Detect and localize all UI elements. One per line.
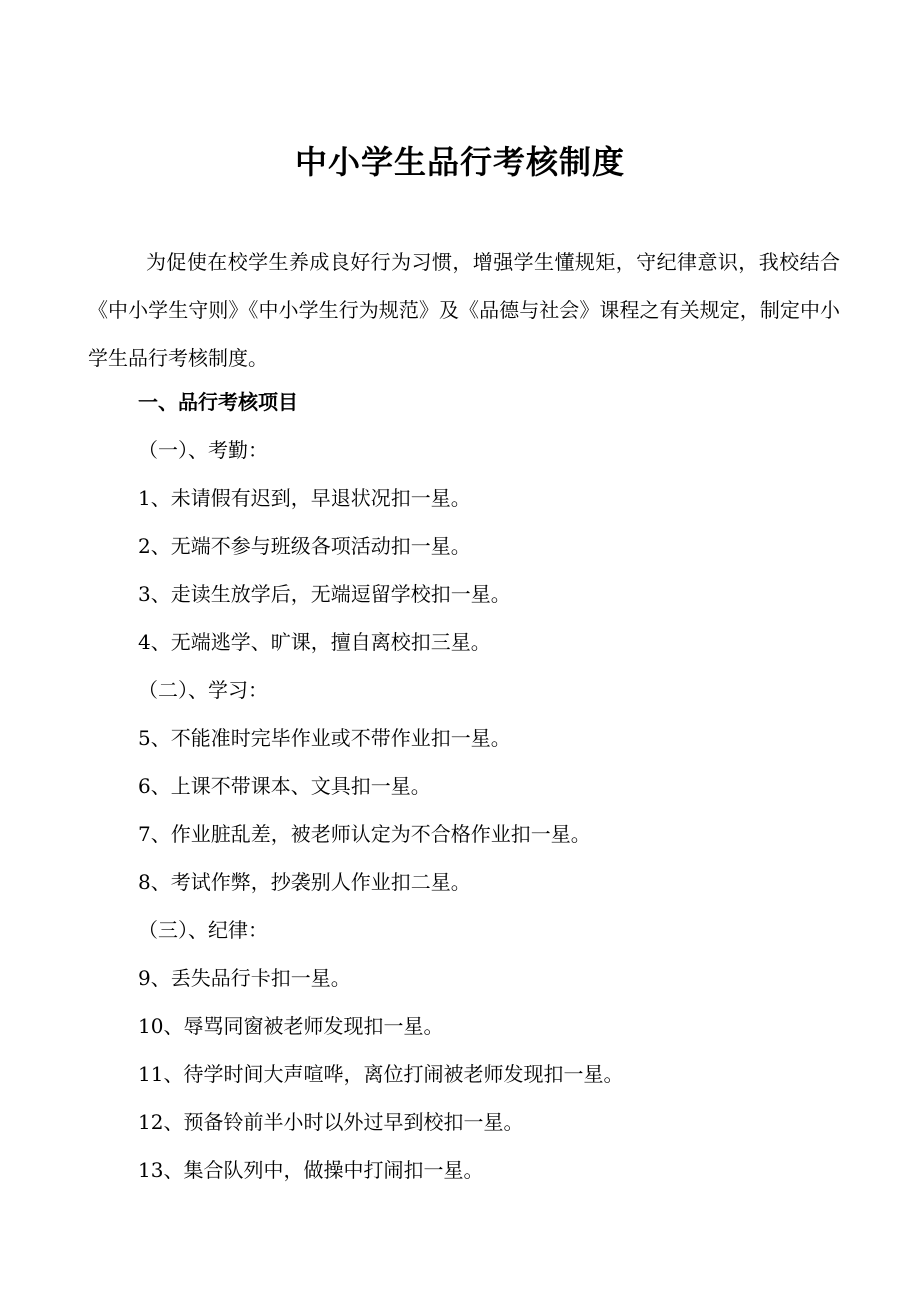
- rule-item: 10、辱骂同窗被老师发现扣一星。: [138, 1014, 444, 1038]
- subsection-discipline: （三）、纪律：: [138, 918, 268, 942]
- rule-item: 12、预备铃前半小时以外过早到校扣一星。: [138, 1110, 524, 1134]
- rule-item: 1、未请假有迟到，早退状况扣一星。: [138, 486, 471, 510]
- intro-paragraph: 为促使在校学生养成良好行为习惯，增强学生懂规矩，守纪律意识，我校结合《中小学生守则》《中小学生行为规范》及《品德与社会》课程之有关规定，制定中小学生品行考核制度。: [88, 250, 840, 370]
- rule-item: 5、不能准时完毕作业或不带作业扣一星。: [138, 726, 511, 750]
- rule-item: 9、丢失品行卡扣一星。: [138, 966, 351, 990]
- rule-item: 13、集合队列中，做操中打闹扣一星。: [138, 1158, 484, 1182]
- subsection-study: （二）、学习：: [138, 678, 268, 702]
- rule-item: 8、考试作弊，抄袭别人作业扣二星。: [138, 870, 471, 894]
- rule-item: 11、待学时间大声喧哗，离位打闹被老师发现扣一星。: [138, 1062, 624, 1086]
- rule-item: 7、作业脏乱差，被老师认定为不合格作业扣一星。: [138, 822, 591, 846]
- rule-item: 4、无端逃学、旷课，擅自离校扣三星。: [138, 630, 491, 654]
- rule-item: 2、无端不参与班级各项活动扣一星。: [138, 534, 471, 558]
- section-heading: 一、品行考核项目: [138, 390, 298, 414]
- rule-item: 3、走读生放学后，无端逗留学校扣一星。: [138, 582, 511, 606]
- rule-item: 6、上课不带课本、文具扣一星。: [138, 774, 431, 798]
- document-title: 中小学生品行考核制度: [294, 143, 625, 181]
- subsection-attendance: （一）、考勤：: [138, 438, 268, 462]
